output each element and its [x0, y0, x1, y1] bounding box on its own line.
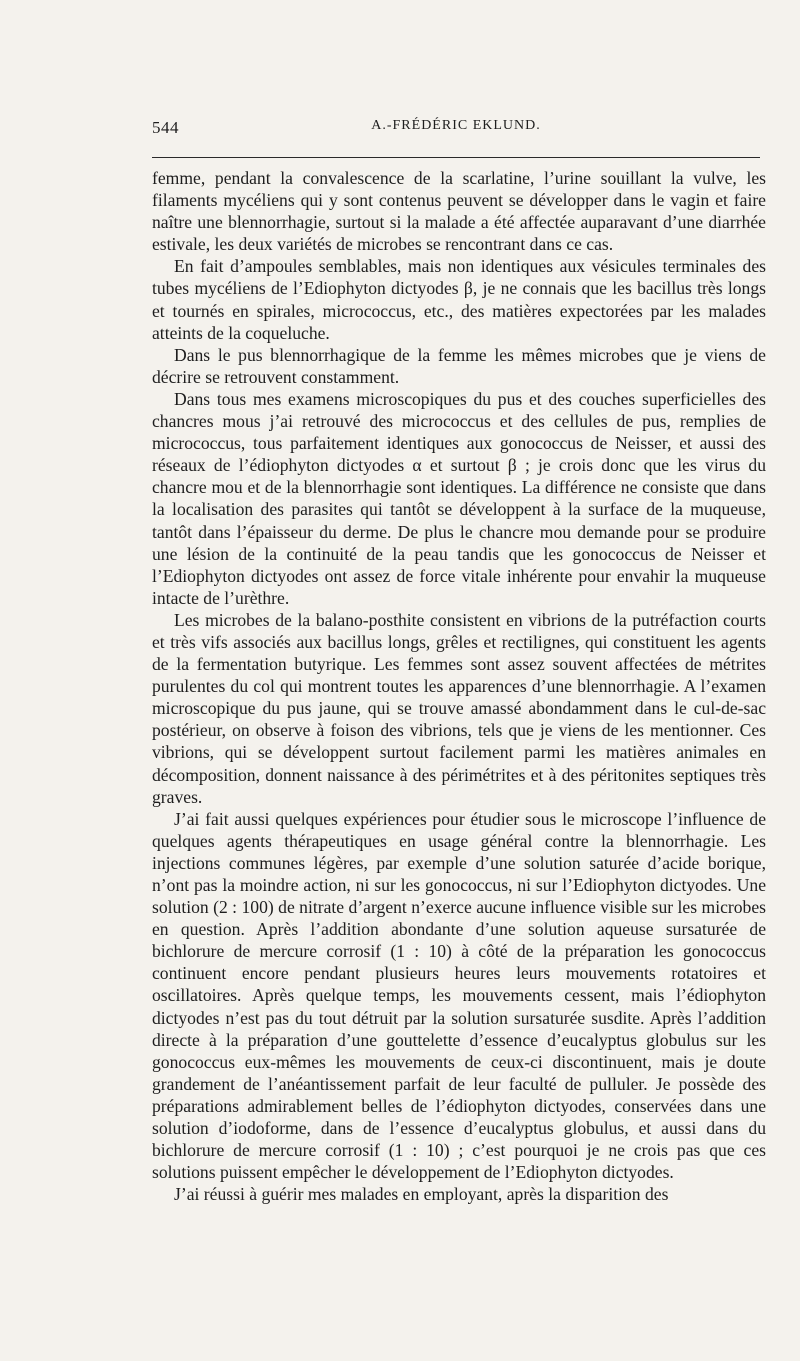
paragraph: Dans tous mes examens microscopiques du pus et des couches superficielles des chancres mous j’ai retrouvé des micrococcus et des cellules de pus, remplies de micrococcus, tous parfaitement identiques aux gonococcus de Neisser, et aussi des réseaux de l’édiophyton dictyodes α et surtout β ; je crois donc que les virus du chancre mou et de la blennorrhagie sont identiques. La différence ne consiste que dans la localisation des parasites qui tantôt se développent à la surface de la muqueuse, tantôt dans l’épaisseur du derme. De plus le chancre mou demande pour se produire une lésion de la continuité de la peau tandis que les gonococcus de Neisser et l’Ediophyton dictyodes ont assez de force vitale inhérente pour envahir la muqueuse intacte de l’urèthre.: [152, 388, 766, 608]
paragraph: J’ai fait aussi quelques expériences pour étudier sous le microscope l’influence de quelques agents thérapeutiques en usage général contre la blennorrhagie. Les injections communes légères, par exemple d’une solution saturée d’acide borique, n’ont pas la moindre action, ni sur les gonococcus, ni sur l’Ediophyton dictyodes. Une solution (2 : 100) de nitrate d’argent n’exerce aucune influence visible sur les microbes en question. Après l’addition abondante d’une solution aqueuse sursaturée de bichlorure de mercure corrosif (1 : 10) à côté de la préparation les gonococcus continuent encore pendant plusieurs heures leurs mouvements rotatoires et oscillatoires. Après quelque temps, les mouvements cessent, mais l’édiophyton dictyodes n’est pas du tout détruit par la solution sursaturée susdite. Après l’addition directe à la préparation d’une gouttelette d’essence d’eucalyptus globulus sur les gonococcus eux-mêmes les mouvements de ceux-ci discontinuent, mais je doute grandement de l’anéantissement parfait de leur faculté de pulluler. Je possède des préparations admirablement belles de l’édiophyton dictyodes, conservées dans une solution d’iodoforme, dans de l’essence d’eucalyptus globulus, et aussi dans du bichlorure de mercure corrosif (1 : 10) ; c’est pourquoi je ne crois pas que ces solutions puissent empêcher le développement de l’Ediophyton dictyodes.: [152, 808, 766, 1183]
paragraph: En fait d’ampoules semblables, mais non identiques aux vésicules terminales des tubes mycéliens de l’Ediophyton dictyodes β, je ne connais que les bacillus très longs et tournés en spirales, micrococcus, etc., des matières expectorées par les malades atteints de la coqueluche.: [152, 256, 766, 343]
body-text: [152, 167, 766, 1205]
paragraph: J’ai réussi à guérir mes malades en employant, après la disparition des: [174, 1184, 669, 1205]
header-rule: [152, 157, 760, 158]
page-number: 544: [152, 118, 179, 137]
page-header: [152, 118, 760, 142]
paragraph: Les microbes de la balano-posthite consistent en vibrions de la putréfaction courts et très vifs associés aux bacillus longs, grêles et rectilignes, qui constituent les agents de la fermentation butyrique. Les femmes sont assez souvent affectées de métrites purulentes du col qui montrent toutes les apparences d’une blennorrhagie. A l’examen microscopique du pus jaune, qui se trouve amassé abondamment dans le cul-de-sac postérieur, on observe à foison des vibrions, tels que je viens de les mentionner. Ces vibrions, qui se développent surtout facilement parmi les matières animales en décomposition, donnent naissance à des périmétrites et à des péritonites septiques très graves.: [152, 609, 766, 807]
running-head: A.-FRÉDÉRIC EKLUND.: [371, 118, 541, 133]
paragraph: Dans le pus blennorrhagique de la femme les mêmes microbes que je viens de décrire se retrouvent constamment.: [152, 344, 766, 387]
paragraph-continued: femme, pendant la convalescence de la scarlatine, l’urine souillant la vulve, les filaments mycéliens qui y sont contenus peuvent se développer dans le vagin et faire naître une blennorrhagie, surtout si la malade a été affectée auparavant d’une diarrhée estivale, les deux variétés de microbes se rencontrant dans ce cas.: [152, 168, 766, 255]
